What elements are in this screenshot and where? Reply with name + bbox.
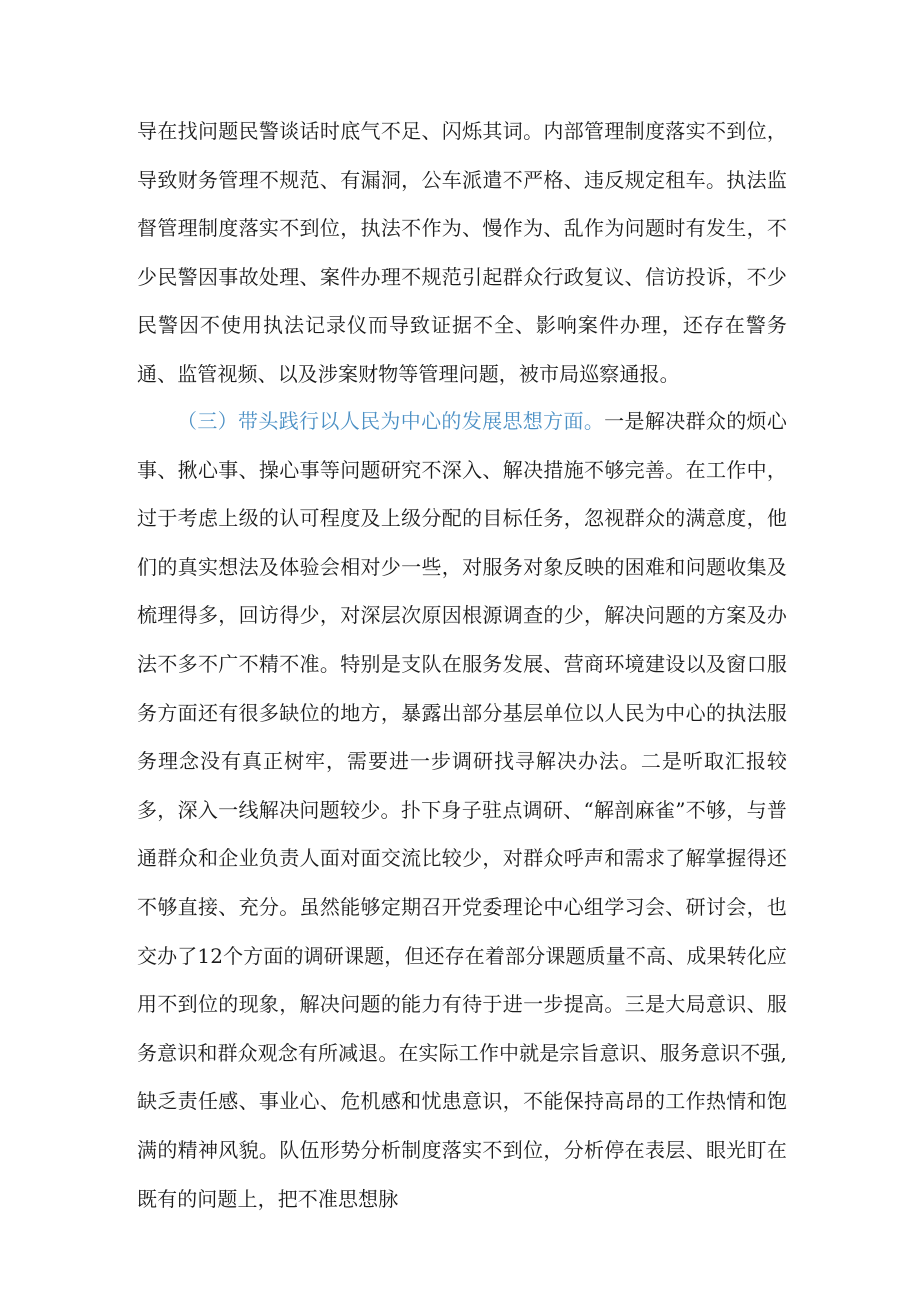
section-heading: （三）带头践行以人民为中心的发展思想方面。 [177, 409, 605, 433]
body-paragraph-2 [137, 397, 787, 1223]
body-paragraph-2-text: 一是解决群众的烦心事、揪心事、操心事等问题研究不深入、解决措施不够完善。在工作中，过于考虑上级的认可程度及上级分配的目标任务，忽视群众的满意度，他们的真实想法及体验会相对少一些，对服务对象反映的困难和问题收集及梳理得多，回访得少，对深层次原因根源调查的少，解决问题的方案及办法不多不广不精不准。特别是支队在服务发展、营商环境建设以及窗口服务方面还有很多缺位的地方，暴露出部分基层单位以人民为中心的执法服务理念没有真正树牢，需要进一步调研找寻解决办法。二是听取汇报较多，深入一线解决问题较少。扑下身子驻点调研、“解剖麻雀”不够，与普通群众和企业负责人面对面交流比较少，对群众呼声和需求了解掌握得还不够直接、充分。虽然能够定期召开党委理论中心组学习会、研讨会，也交办了12个方面的调研课题，但还存在着部分课题质量不高、成果转化应用不到位的现象，解决问题的能力有待于进一步提高。三是大局意识、服务意识和群众观念有所减退。在实际工作中就是宗旨意识、服务意识不强,缺乏责任感、事业心、危机感和忧患意识，不能保持高昂的工作热情和饱满的精神风貌。队伍形势分析制度落实不到位，分析停在表层、眼光盯在既有的问题上，把不准思想脉 [137, 409, 787, 1211]
body-paragraph-1: 导在找问题民警谈话时底气不足、闪烁其词。内部管理制度落实不到位，导致财务管理不规范、有漏洞，公车派遣不严格、违反规定租车。执法监督管理制度落实不到位，执法不作为、慢作为、乱作为问题时有发生，不少民警因事故处理、案件办理不规范引起群众行政复议、信访投诉，不少民警因不使用执法记录仪而导致证据不全、影响案件办理，还存在警务通、监管视频、以及涉案财物等管理问题，被市局巡察通报。 [137, 119, 787, 386]
